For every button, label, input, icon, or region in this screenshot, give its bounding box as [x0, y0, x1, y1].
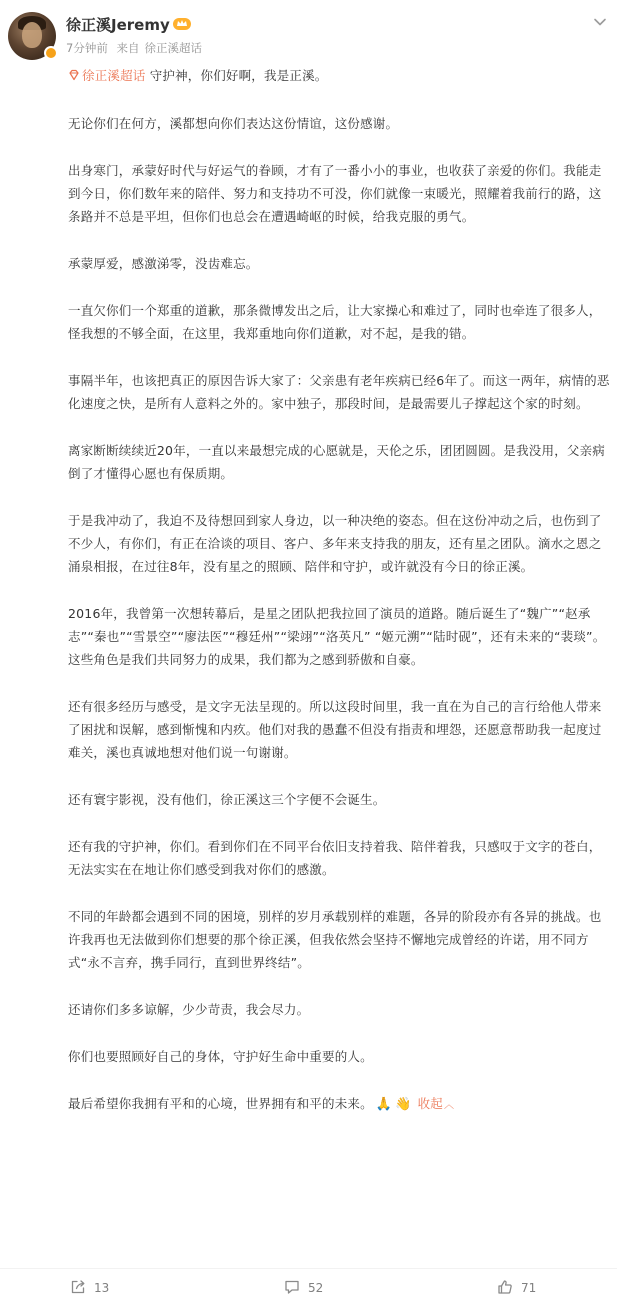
chevron-up-icon: ︿: [444, 1100, 455, 1111]
comment-count: 52: [308, 1281, 324, 1295]
pray-emoji-icon: 🙏: [375, 1097, 393, 1112]
paragraph-text: 守护神，你们好啊，我是正溪。: [149, 68, 328, 83]
post-paragraph-last: [68, 1092, 613, 1117]
repost-count: 13: [94, 1281, 110, 1295]
comment-icon: [284, 1279, 300, 1295]
post-paragraph: 于是我冲动了，我迫不及待想回到家人身边，以一种决绝的姿态。但在这份冲动之后，也伤到了不少人，有你们，有正在洽谈的项目、客户、多年来支持我的朋友，还有星之团队。滴水之恩之涌泉相报，在过往8年，没有星之的照顾、陪伴和守护，或许就没有今日的徐正溪。: [68, 513, 602, 574]
post-paragraph: 不同的年龄都会遇到不同的困境，别样的岁月承载别样的难题，各异的阶段亦有各异的挑战。也许我再也无法做到你们想要的那个徐正溪，但我依然会坚持不懈地完成曾经的许诺，用不同方式“永不言弃，携手同行，直到世界终结”。: [68, 909, 602, 970]
collapse-label: 收起: [417, 1096, 443, 1111]
like-button[interactable]: [497, 1279, 536, 1297]
paragraph-text: 最后希望你我拥有平和的心境，世界拥有和平的未来。: [68, 1096, 373, 1111]
post-paragraph: [68, 64, 613, 87]
wave-emoji-icon: 👋: [395, 1097, 412, 1112]
post-paragraph: 一直欠你们一个郑重的道歉，那条微博发出之后，让大家操心和难过了，同时也牵连了很多人，怪我想的不够全面，在这里，我郑重地向你们道歉，对不起，是我的错。: [68, 303, 602, 341]
avatar-face: [22, 22, 42, 48]
like-count: 71: [521, 1281, 537, 1295]
post-paragraph: 还请你们多多谅解，少少苛责，我会尽力。: [68, 1002, 310, 1017]
verified-badge-icon: [44, 46, 58, 60]
supertopic-label: 徐正溪超话: [82, 68, 146, 83]
post-paragraph: 无论你们在何方，溪都想向你们表达这份情谊，这份感谢。: [68, 116, 399, 131]
post-paragraph: 事隔半年，也该把真正的原因告诉大家了：父亲患有老年疾病已经6年了。而这一两年，病情的恶化速度之快，是所有人意料之外的。家中独子，那段时间，是最需要儿子撑起这个家的时刻。: [68, 373, 610, 411]
supertopic-link[interactable]: [68, 68, 146, 83]
post-paragraph: 还有寰宇影视，没有他们，徐正溪这三个字便不会诞生。: [68, 792, 386, 807]
post-source-prefix: 来自: [116, 41, 140, 55]
post-content: [68, 64, 613, 1141]
post-time[interactable]: 7分钟前: [66, 41, 108, 55]
vip-crown-icon: [172, 15, 192, 31]
repost-icon: [70, 1279, 86, 1295]
post-header: [8, 12, 608, 64]
chevron-down-icon[interactable]: [592, 14, 608, 30]
username[interactable]: 徐正溪Jeremy: [66, 16, 170, 34]
thumbs-up-icon: [497, 1279, 513, 1295]
post-paragraph: 出身寒门，承蒙好时代与好运气的眷顾，才有了一番小小的事业，也收获了亲爱的你们。我能走到今日，你们数年来的陪伴、努力和支持功不可没，你们就像一束暖光，照耀着我前行的路，这条路并不总是平坦，但你们也总会在遭遇崎岖的时候，给我克服的勇气。: [68, 163, 602, 224]
collapse-button[interactable]: [418, 1096, 455, 1111]
post-source[interactable]: 徐正溪超话: [144, 41, 202, 55]
post-paragraph: 你们也要照顾好自己的身体，守护好生命中重要的人。: [68, 1049, 373, 1064]
diamond-icon: [68, 69, 80, 81]
repost-button[interactable]: [70, 1279, 109, 1297]
post-paragraph: 2016年，我曾第一次想转幕后，是星之团队把我拉回了演员的道路。随后诞生了“魏广”“赵承志”“秦也”“雪景空”“廖法医”“穆廷州”“梁翊”“洛英凡” “姬元溯”“陆时砚”，还有未来的“裴琰”。这些角色是我们共同努力的成果，我们都为之感到骄傲和自豪。: [68, 606, 606, 667]
post-toolbar: [0, 1268, 617, 1305]
post-paragraph: 还有很多经历与感受，是文字无法呈现的。所以这段时间里，我一直在为自己的言行给他人带来了困扰和误解，感到惭愧和内疚。他们对我的愚蠢不但没有指责和埋怨，还愿意帮助我一起度过难关，溪也真诚地想对他们说一句谢谢。: [68, 699, 602, 760]
post-paragraph: 承蒙厚爱，感激涕零，没齿难忘。: [68, 256, 259, 271]
post-meta: [66, 40, 207, 56]
post-paragraph: 还有我的守护神，你们。看到你们在不同平台依旧支持着我、陪伴着我，只感叹于文字的苍白，无法实实在在地让你们感受到我对你们的感激。: [68, 839, 602, 877]
comment-button[interactable]: [284, 1279, 323, 1297]
post-paragraph: 离家断断续续近20年，一直以来最想完成的心愿就是，天伦之乐，团团圆圆。是我没用，父亲病倒了才懂得心愿也有保质期。: [68, 443, 606, 481]
